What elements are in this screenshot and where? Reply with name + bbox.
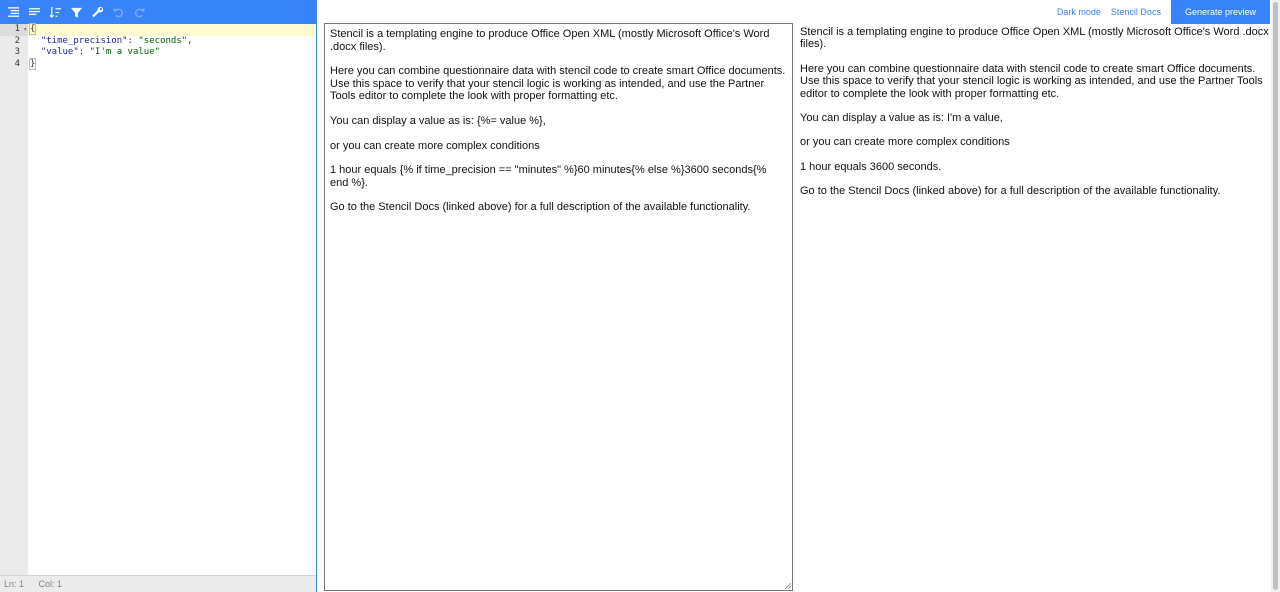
scrollbar-thumb[interactable] <box>1273 2 1278 590</box>
code-line[interactable] <box>28 24 316 36</box>
compact-icon[interactable] <box>25 3 43 21</box>
sort-icon[interactable] <box>46 3 64 21</box>
preview-pane <box>800 26 1270 210</box>
dark-mode-link[interactable]: Dark mode <box>1056 7 1101 17</box>
line-number: 2 <box>14 35 20 46</box>
line-gutter <box>0 24 28 575</box>
code-line[interactable] <box>28 36 316 48</box>
cursor-line: Ln: 1 <box>4 579 25 589</box>
filter-icon[interactable] <box>67 3 85 21</box>
preview-paragraph: You can display a value as is: I'm a value, <box>800 112 1003 125</box>
json-colon: : <box>127 35 139 46</box>
json-colon: : <box>78 47 90 57</box>
format-icon[interactable] <box>4 3 22 21</box>
page-scrollbar[interactable] <box>1271 0 1280 592</box>
undo-icon[interactable] <box>109 3 127 21</box>
template-paragraph: You can display a value as is: {%= value %}, <box>330 114 546 127</box>
top-nav <box>1057 0 1270 24</box>
template-paragraph: or you can create more complex conditions <box>330 139 540 152</box>
wrench-icon[interactable] <box>88 3 106 21</box>
generate-preview-button[interactable]: Generate preview <box>1171 0 1270 24</box>
cursor-col: Col: 1 <box>38 579 63 589</box>
template-paragraph: Go to the Stencil Docs (linked above) for a full description of the available functionality. <box>330 201 751 214</box>
preview-paragraph: Stencil is a templating engine to produce Office Open XML (mostly Microsoft Office's Word .docx files). <box>800 26 1269 51</box>
editor-statusbar <box>0 575 316 592</box>
close-brace: } <box>30 58 36 69</box>
line-number: 1 ▾ <box>0 24 28 36</box>
line-number: 3 <box>14 47 20 57</box>
template-paragraph: 1 hour equals {% if time_precision == "minutes" %}60 minutes{% else %}3600 seconds{% end %}. <box>330 164 767 189</box>
open-brace: { <box>30 24 36 34</box>
preview-paragraph: Go to the Stencil Docs (linked above) for a full description of the available functionality. <box>800 185 1221 198</box>
resize-grip-icon[interactable] <box>785 583 791 589</box>
editor-toolbar <box>0 0 316 24</box>
preview-paragraph: 1 hour equals 3600 seconds. <box>800 160 942 173</box>
code-line[interactable] <box>28 59 316 71</box>
json-string: "seconds" <box>138 35 188 46</box>
stencil-docs-link[interactable]: Stencil Docs <box>1110 7 1161 17</box>
fold-toggle-icon[interactable]: ▾ <box>23 26 27 33</box>
template-paragraph: Stencil is a templating engine to produce Office Open XML (mostly Microsoft Office's Word .docx files). <box>330 28 770 53</box>
redo-icon[interactable] <box>130 3 148 21</box>
line-number: 4 <box>14 58 20 69</box>
code-area[interactable] <box>0 24 316 575</box>
code-lines[interactable] <box>28 24 316 575</box>
json-string: "I'm a value" <box>89 47 161 57</box>
template-textarea[interactable] <box>324 23 793 591</box>
json-key: "value" <box>40 47 79 57</box>
preview-paragraph: or you can create more complex conditions <box>800 136 1010 149</box>
code-line[interactable] <box>28 47 316 59</box>
json-comma: , <box>187 35 193 46</box>
template-paragraph: Here you can combine questionnaire data with stencil code to create smart Office documents. Use this space to verify that your stencil logic is working as intended, and use the Partner Tools editor to complete the look with proper formatting etc. <box>330 65 786 103</box>
json-editor <box>0 0 317 592</box>
preview-paragraph: Here you can combine questionnaire data with stencil code to create smart Office documents. Use this space to verify that your stencil logic is working as intended, and use the Partner Tools editor to complete the look with proper formatting etc. <box>800 62 1263 100</box>
json-key: "time_precision" <box>40 35 128 46</box>
